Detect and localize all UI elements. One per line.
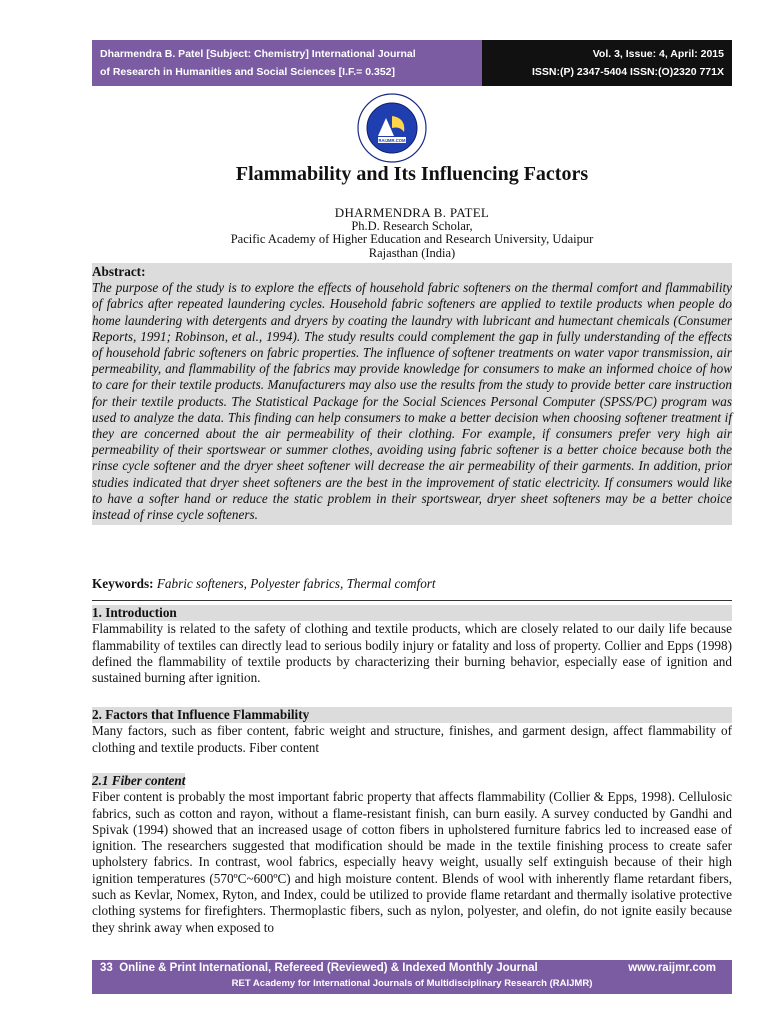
header-left-line2: of Research in Humanities and Social Sciences [I.F.= 0.352] [100,66,395,78]
author-block [92,206,732,260]
logo-text: RAIJMR.COM [378,138,406,143]
header-issn: ISSN:(P) 2347-5404 ISSN:(O)2320 771X [531,66,724,78]
abstract-box [92,263,732,525]
footer-journal-line: Online & Print International, Refereed (Reviewed) & Indexed Monthly Journal [119,962,538,974]
footer-line1 [100,962,538,974]
keywords-text: Fabric softeners, Polyester fabrics, Thermal comfort [156,576,436,591]
author-affiliation: Pacific Academy of Higher Education and Research University, Udaipur [230,232,594,246]
author-position: Ph.D. Research Scholar, [351,218,473,233]
journal-header [92,40,732,86]
section-fiber-content [92,773,732,936]
paper-title: Flammability and Its Influencing Factors [235,163,589,185]
keywords-label: Keywords: [92,576,154,591]
section-heading-factors: 2. Factors that Influence Flammability [92,707,732,723]
footer-url[interactable]: www.raijmr.com [628,962,716,974]
author-name: DHARMENDRA B. PATEL [334,205,490,220]
footer-line2: RET Academy for International Journals of Multidisciplinary Research (RAIJMR) [231,978,593,989]
journal-footer [92,960,732,994]
section-factors [92,707,732,756]
section-introduction [92,605,732,686]
author-location: Rajasthan (India) [368,245,456,260]
section-text-introduction: Flammability is related to the safety of clothing and textile products, which are closely related to our daily life because flammability of textiles can directly lead to serious bodily injury or fatality and loss of property. Collier and Epps (1998) defined the flammability of textile products by characterizing their burning behavior, especially ease of ignition and sustained burning after ignition. [92,621,732,686]
section-text-fiber-content: Fiber content is probably the most important fabric property that affects flammability (Collier & Epps, 1998). Cellulosic fabrics, such as cotton and rayon, without a flame-resistant finish, can burn easily. A survey conducted by Gandhi and Spivak (1994) showed that an increased usage of cotton fibers in upholstered furniture fabrics led to increased ease of ignition. The researchers suggested that modification should be made in the textile finishing process to create safer upholstery fabrics. In contrast, wool fabrics, especially heavy weight, usually self extinguish because of their high ignition temperatures (570ºC~600ºC) and high moisture content. Blends of wool with inherently flame retardant fibers, such as Kevlar, Nomex, Ryton, and Index, could be utilized to provide flame retardant and thermally isolative protective clothing systems for firefighters. Thermoplastic fibers, such as nylon, polyester, and olefin, do not ignite easily because they shrink away when exposed to [92,789,732,935]
section-heading-fiber-content: 2.1 Fiber content [92,773,186,788]
section-text-factors: Many factors, such as fiber content, fabric weight and structure, finishes, and garment design, affect flammability of clothing and textile products. Fiber content [92,723,732,755]
journal-header-left [92,40,482,86]
abstract-text: The purpose of the study is to explore the effects of household fabric softeners on the thermal comfort and flammability of fabrics after repeated laundering cycles. Household fabric softeners are applied to textile products when people do home laundering with detergents and dryers by coating the laundry with lubricant and humectant chemicals (Consumer Reports, 1991; Robinson, et al., 1994). The study results could complement the gap in fully understanding of the effects of household fabric softeners on fabric properties. The influence of softener treatments on water vapor transmission, air permeability, and flammability of the fabrics may provide knowledge for consumers to make an informed choice of how to care for their textile products. Manufacturers may also use the results from the study to provide better care instruction for their textile products. The Statistical Package for the Social Sciences Personal Computer (SPSS/PC) program was used to analyze the data. This finding can help consumers to make a better decision when choosing softener treatment if they are concerned about the air permeability of their clothing. For example, if consumers prefer very high air permeability of their sportswear or summer clothes, avoiding using fabric softener is a better choice because both the rinse cycle softener and the dryer sheet softener will decrease the air permeability of their garments. In addition, prior studies indicated that dryer sheet softeners are the best in the improvement of static electricity. If consumers would like to have a softer hand or reduce the static problem in their sportswear, dryer sheet softeners may be a better choice instead of rinse cycle softeners. [92,280,732,523]
header-volume: Vol. 3, Issue: 4, April: 2015 [592,48,724,60]
journal-header-right [482,40,732,86]
header-left-line1: Dharmendra B. Patel [Subject: Chemistry] International Journal [100,48,416,60]
keywords-line [92,576,732,601]
raijmr-seal-logo-icon [356,92,428,164]
abstract-heading: Abstract: [92,264,146,279]
page-number: 33 [100,962,113,974]
section-heading-introduction: 1. Introduction [92,605,732,621]
